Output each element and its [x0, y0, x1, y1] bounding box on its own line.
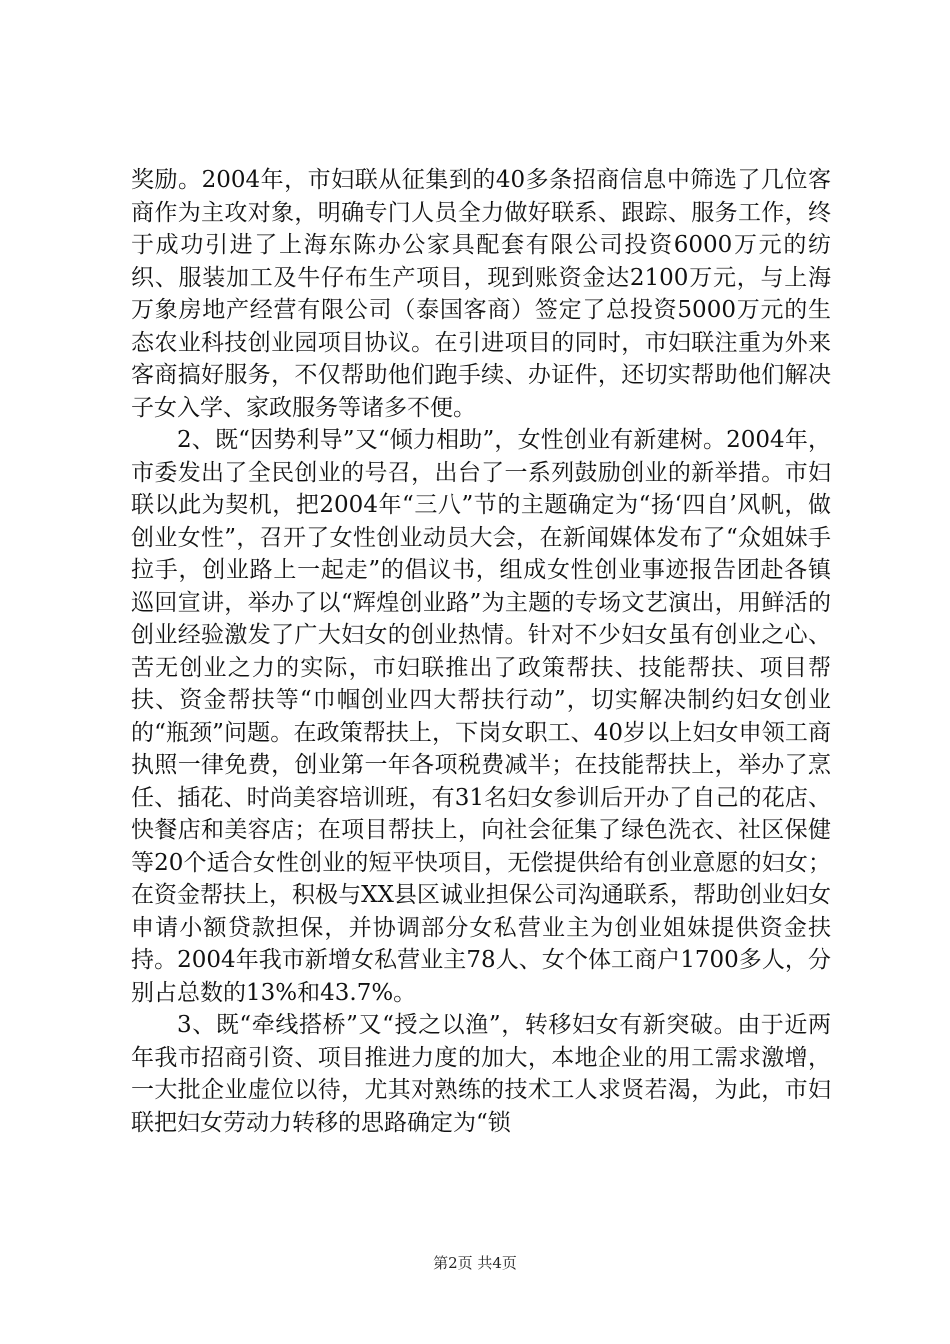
body-paragraph-2: 2、既“因势利导”又“倾力相助”，女性创业有新建树。2004年，市委发出了全民创业的号召，出台了一系列鼓励创业的新举措。市妇联以此为契机，把2004年“三八”节的主题确定为“扬‘四自’风帆，做创业女性”，召开了女性创业动员大会，在新闻媒体发布了“众姐妹手拉手，创业路上一起走”的倡议书，组成女性创业事迹报告团赴各镇巡回宣讲，举办了以“辉煌创业路”为主题的专场文艺演出，用鲜活的创业经验激发了广大妇女的创业热情。针对不少妇女虽有创业之心、苦无创业之力的实际，市妇联推出了政策帮扶、技能帮扶、项目帮扶、资金帮扶等“巾帼创业四大帮扶行动”，切实解决制约妇女创业的“瓶颈”问题。在政策帮扶上，下岗女职工、40岁以上妇女申领工商执照一律免费，创业第一年各项税费减半；在技能帮扶上，举办了烹任、插花、时尚美容培训班，有31名妇女参训后开办了自己的花店、快餐店和美容店；在项目帮扶上，向社会征集了绿色洗衣、社区保健等20个适合女性创业的短平快项目，无偿提供给有创业意愿的妇女；在资金帮扶上，积极与XX县区诚业担保公司沟通联系，帮助创业妇女申请小额贷款担保，并协调部分女私营业主为创业姐妹提供资金扶持。2004年我市新增女私营业主78人、女个体工商户1700多人，分别占总数的13%和43.7%。: [131, 427, 831, 1006]
page-footer: 第2页 共4页: [433, 1254, 517, 1272]
body-paragraph-3: 3、既“牵线搭桥”又“授之以渔”，转移妇女有新突破。由于近两年我市招商引资、项目推进力度的加大，本地企业的用工需求激增，一大批企业虚位以待，尤其对熟练的技术工人求贤若渴，为此，市妇联把妇女劳动力转移的思路确定为“锁: [131, 1012, 831, 1136]
document-body: [131, 164, 831, 1139]
body-paragraph-1: 奖励。2004年，市妇联从征集到的40多条招商信息中筛选了几位客商作为主攻对象，明确专门人员全力做好联系、跟踪、服务工作，终于成功引进了上海东陈办公家具配套有限公司投资6000万元的纺织、服装加工及牛仔布生产项目，现到账资金达2100万元，与上海万象房地产经营有限公司（泰国客商）签定了总投资5000万元的生态农业科技创业园项目协议。在引进项目的同时，市妇联注重为外来客商搞好服务，不仅帮助他们跑手续、办证件，还切实帮助他们解决子女入学、家政服务等诸多不便。: [131, 167, 831, 421]
